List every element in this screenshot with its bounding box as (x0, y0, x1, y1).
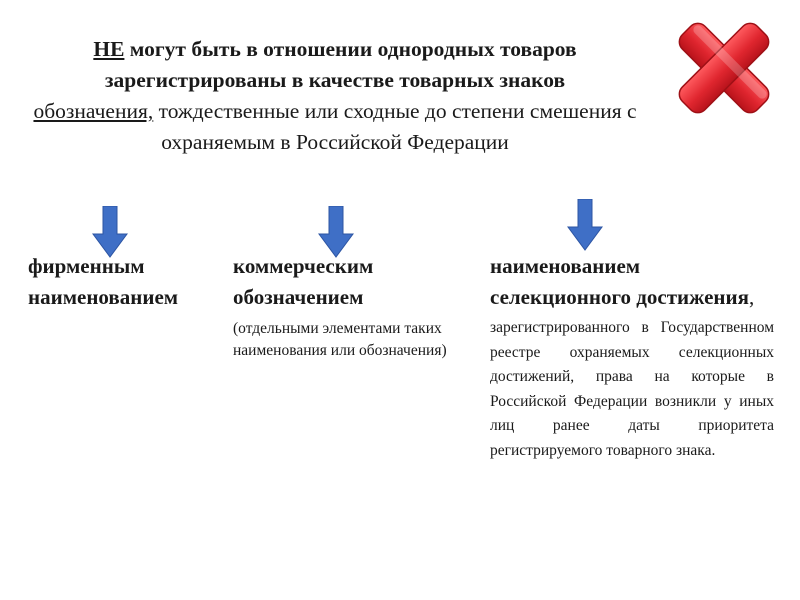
column-selection-achievement (490, 251, 774, 463)
red-cross-icon (664, 8, 784, 128)
column-term: фирменным наименованием (28, 254, 179, 309)
column-term: наименованием селекционного достижения (490, 254, 749, 309)
heading-lead: могут быть в отношении однородных товаров зарегистрированы в качестве товарных знаков (104, 37, 577, 92)
column-commercial-designation (233, 251, 463, 361)
heading-keyword: обозначения, (33, 99, 154, 123)
heading-rest: тождественные или сходные до степени смешения с охраняемым в Российской Федерации (153, 99, 637, 154)
slide-heading (20, 34, 650, 158)
column-note: зарегистрированного в Государственном реестре охраняемых селекционных достижений, права на которые в Российской Федерации возникли у иных лиц ранее даты приоритета регистрируемого товарного знака. (490, 319, 774, 459)
column-term: коммерческим обозначением (233, 254, 374, 309)
column-trade-name (28, 251, 228, 313)
heading-negation: НЕ (93, 37, 125, 61)
column-term-wrapper (490, 251, 774, 313)
column-note: (отдельными элементами таких наименования или обозначения) (233, 320, 447, 359)
down-arrow-icon (567, 199, 603, 251)
column-term-suffix: , (748, 285, 755, 309)
